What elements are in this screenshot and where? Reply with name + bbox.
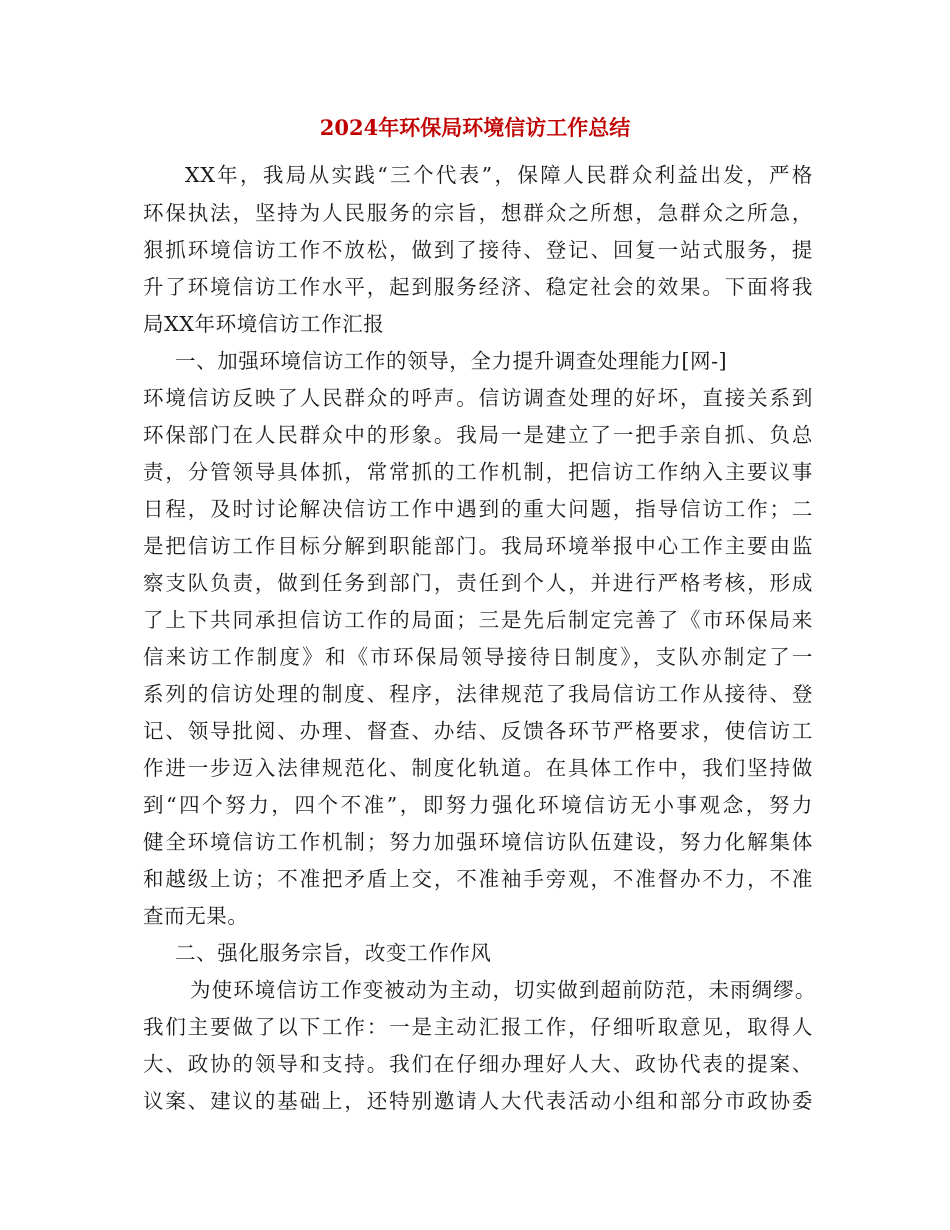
paragraph-line: 为使环境信访工作变被动为主动，切实做到超前防范，未雨绸缪。 [190,978,816,1002]
paragraph-line: 察支队负责，做到任务到部门，责任到个人，并进行严格考核，形成 [143,571,813,595]
section-heading: 二、强化服务宗旨，改变工作作风 [175,941,492,965]
paragraph-line: 环保部门在人民群众中的形象。我局一是建立了一把手亲自抓、负总 [143,423,813,447]
paragraph-line: 系列的信访处理的制度、程序，法律规范了我局信访工作从接待、登 [143,682,813,706]
document-title: 2024年环保局环境信访工作总结 [319,115,631,140]
paragraph-line: 信来访工作制度》和《市环保局领导接待日制度》，支队亦制定了一 [143,645,813,669]
paragraph-line: 了上下共同承担信访工作的局面；三是先后制定完善了《市环保局来 [143,608,813,632]
paragraph-line: 升了环境信访工作水平，起到服务经济、稳定社会的效果。下面将我 [143,275,813,299]
paragraph-line: 局XX年环境信访工作汇报 [143,312,385,336]
paragraph-line: 环境信访反映了人民群众的呼声。信访调查处理的好坏，直接关系到 [143,386,813,410]
paragraph-line: 我们主要做了以下工作：一是主动汇报工作，仔细听取意见，取得人 [143,1015,813,1039]
paragraph-line: 健全环境信访工作机制；努力加强环境信访队伍建设，努力化解集体 [143,830,813,854]
paragraph-line: 日程，及时讨论解决信访工作中遇到的重大问题，指导信访工作；二 [143,497,813,521]
paragraph-line: 作进一步迈入法律规范化、制度化轨道。在具体工作中，我们坚持做 [143,756,813,780]
section-heading: 一、加强环境信访工作的领导，全力提升调查处理能力[网-] [175,349,728,373]
paragraph-line: 到“四个努力，四个不准”，即努力强化环境信访无小事观念，努力 [143,793,813,817]
paragraph-line: XX年，我局从实践“三个代表”，保障人民群众利益出发，严格 [185,163,813,187]
paragraph-line: 大、政协的领导和支持。我们在仔细办理好人大、政协代表的提案、 [143,1052,813,1076]
paragraph-line: 记、领导批阅、办理、督查、办结、反馈各环节严格要求，使信访工 [143,719,813,743]
paragraph-line: 是把信访工作目标分解到职能部门。我局环境举报中心工作主要由监 [143,534,813,558]
paragraph-line: 和越级上访；不准把矛盾上交，不准袖手旁观，不准督办不力，不准 [143,867,813,891]
paragraph-line: 议案、建议的基础上，还特别邀请人大代表活动小组和部分市政协委 [143,1089,813,1113]
paragraph-line: 狠抓环境信访工作不放松，做到了接待、登记、回复一站式服务，提 [143,238,813,262]
paragraph-line: 环保执法，坚持为人民服务的宗旨，想群众之所想，急群众之所急， [143,201,813,225]
paragraph-line: 查而无果。 [143,904,249,928]
paragraph-line: 责，分管领导具体抓，常常抓的工作机制，把信访工作纳入主要议事 [143,460,813,484]
